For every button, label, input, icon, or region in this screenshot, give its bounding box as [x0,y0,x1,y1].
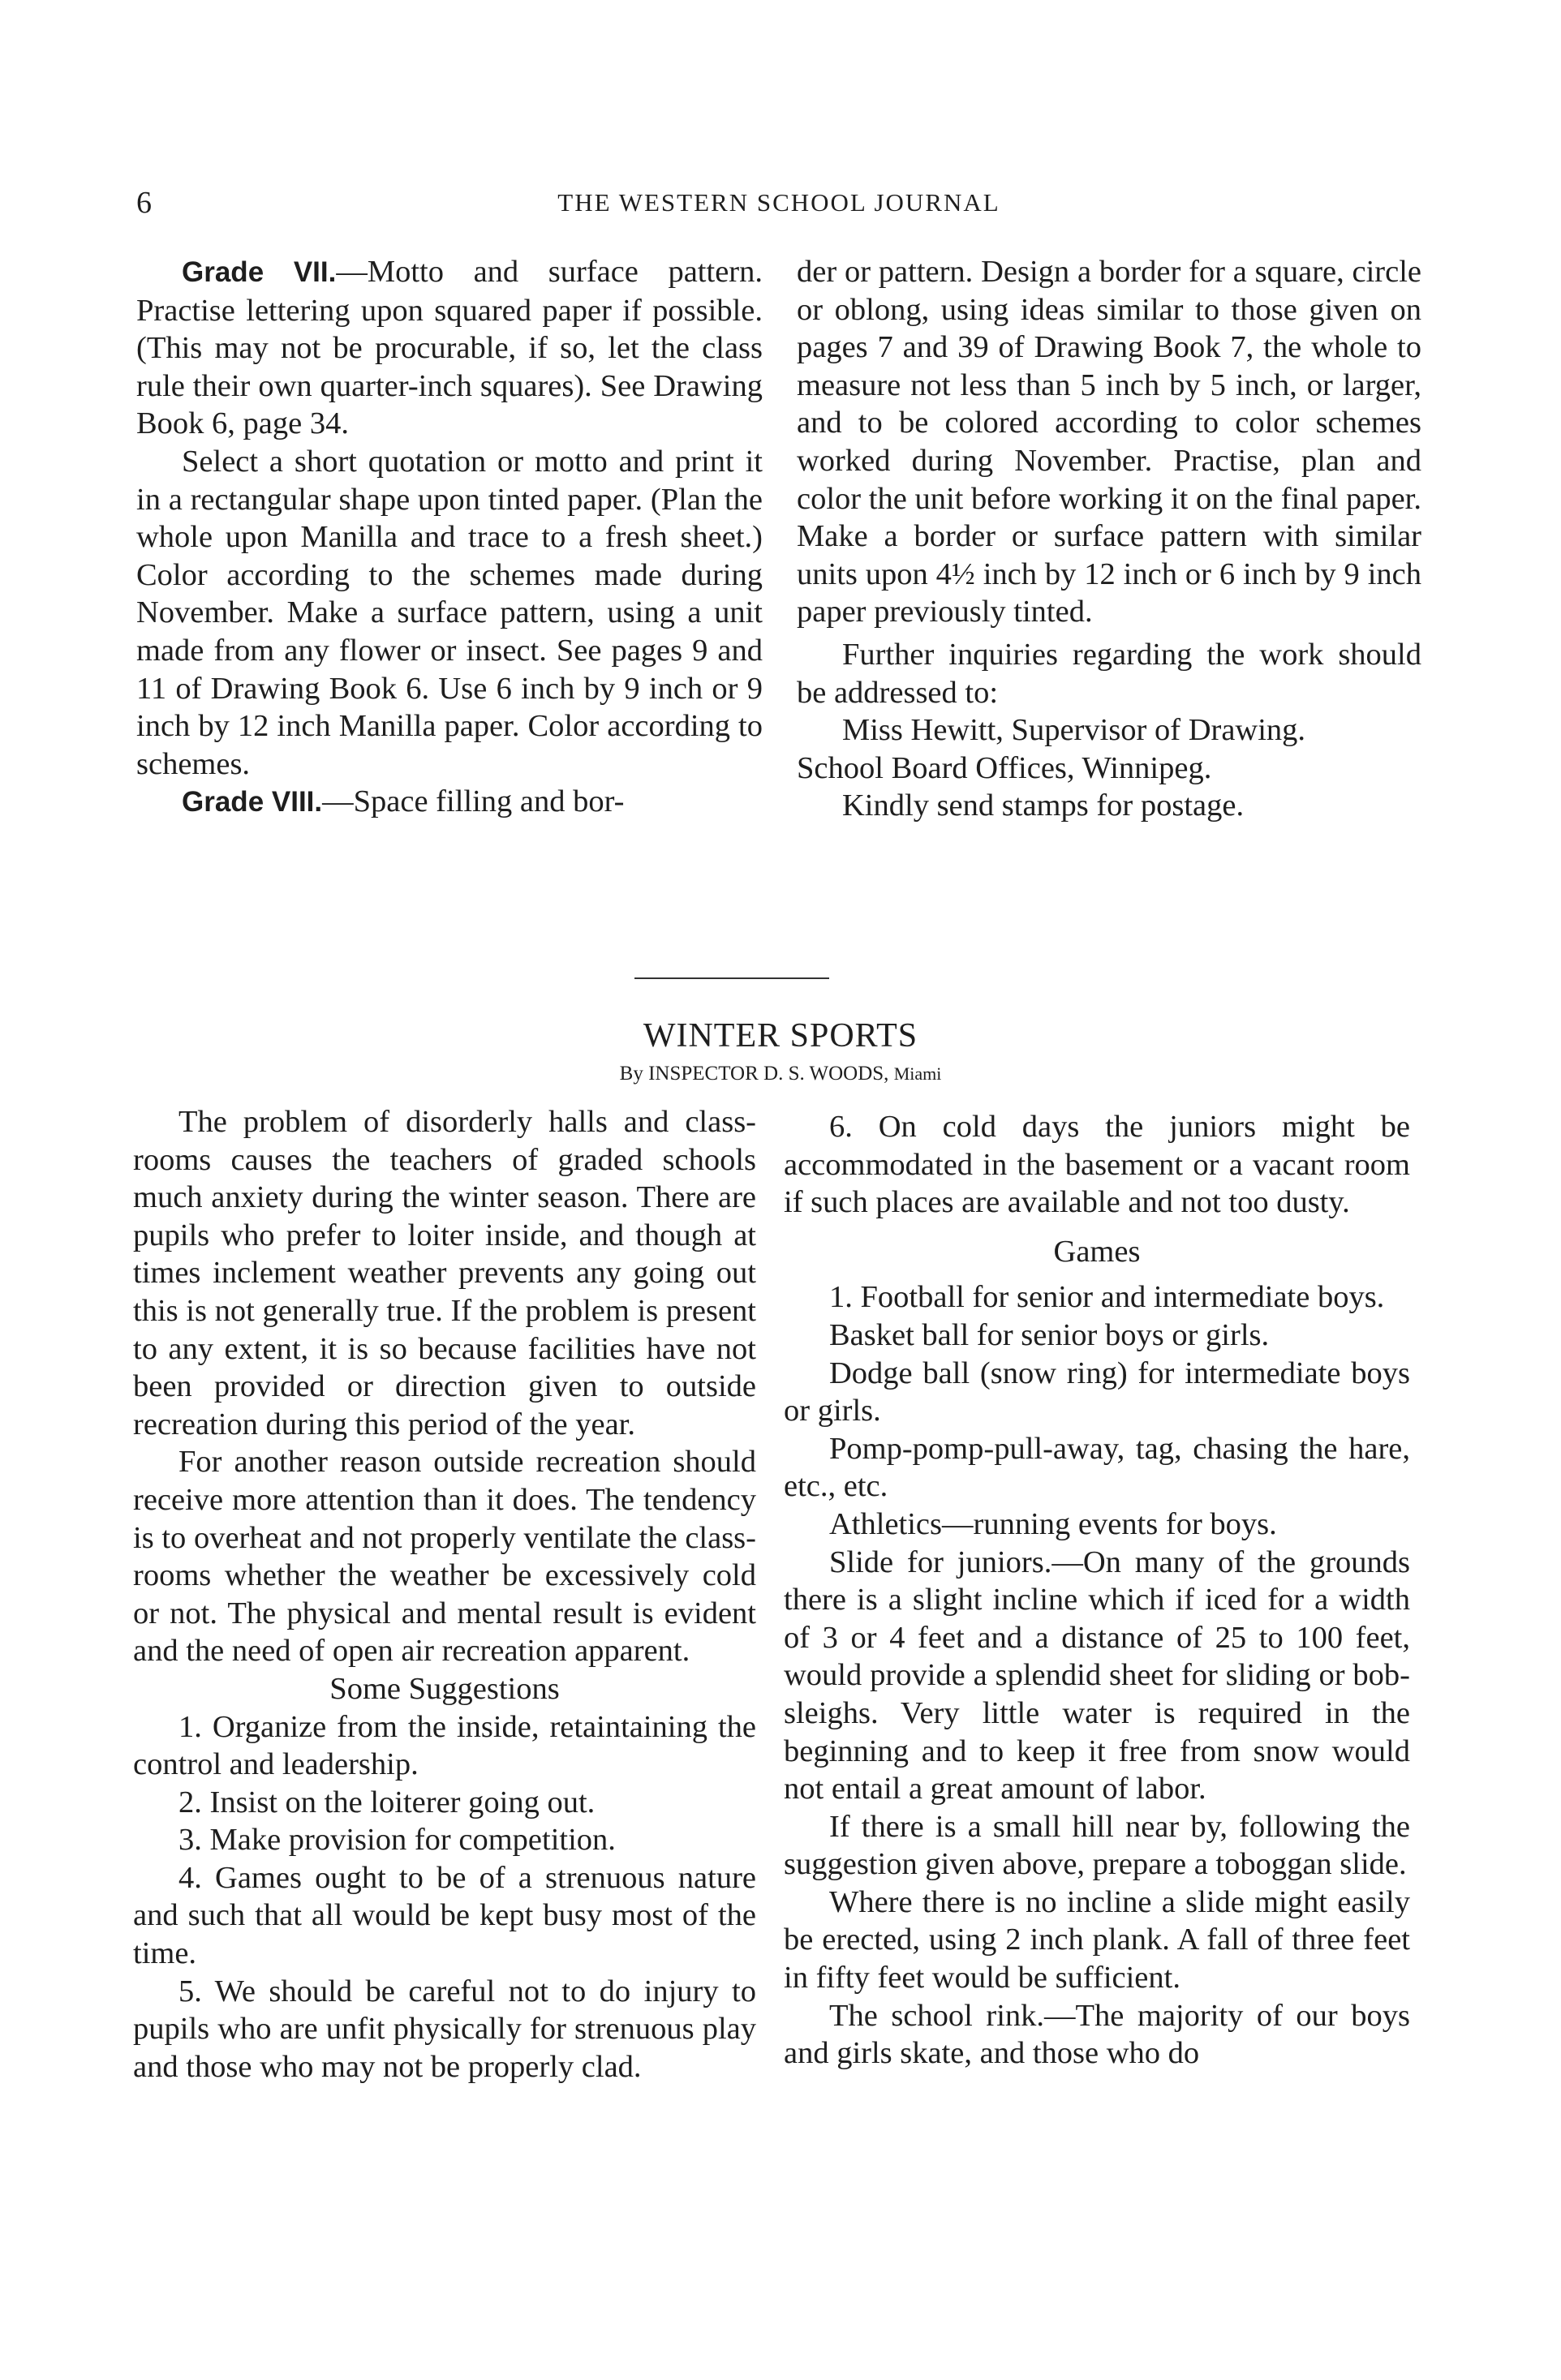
inquiries-text: Further inquiries regarding the work should be addressed to: [797,637,1421,710]
games-item: Pomp-pomp-pull-away, tag, chasing the hare, etc., etc. [784,1431,1410,1504]
games-item: Athletics—running events for boys. [829,1506,1277,1541]
grade7-label: Grade VII. [182,256,337,288]
article-column-left [133,1103,756,2086]
intro-paragraph-1: The problem of disorderly halls and class-rooms causes the teachers of graded schools much anxiety during the winter season. There are pupils who prefer to loiter inside, and though at times inclement weather prevents any going out this is not generally true. If the problem is present to any extent, it is so because facilities have not been provided or direction given to outside recreation during this period of the year. [133,1105,756,1441]
grade8-paragraph [136,783,763,822]
section-divider [634,977,829,979]
games-item: Slide for juniors.—On many of the grounds there is a slight incline which if iced for a width of 3 or 4 feet and a distance of 25 to 100 feet, would provide a splendid sheet for sliding or bob-sleighs. Very little water is required in the beginning and to keep it free from snow would not entail a great amount of labor. [784,1544,1410,1806]
drawing-column-left [136,253,763,822]
games-item: 1. Football for senior and intermediate boys. [829,1280,1385,1315]
suggestion-item: 1. Organize from the inside, retaintaining the control and leadership. [133,1709,756,1782]
games-heading: Games [1053,1234,1141,1269]
article-column-right [784,1108,1410,2073]
suggestion-item: 3. Make provision for competition. [178,1823,616,1858]
games-item: If there is a small hill near by, following the suggestion given above, prepare a toboggan slide. [784,1809,1410,1882]
suggestion-item: 6. On cold days the juniors might be accommodated in the basement or a vacant room if such places are available and not too dusty. [784,1110,1410,1220]
byline-place: Miami [893,1063,942,1084]
games-item: Where there is no incline a slide might easily be erected, using 2 inch plank. A fall of three feet in fifty feet would be sufficient. [784,1884,1410,1996]
byline-author: INSPECTOR D. S. WOODS, [648,1063,889,1085]
supervisor-line: Miss Hewitt, Supervisor of Drawing. [842,713,1306,748]
suggestion-item: 4. Games ought to be of a strenuous nature and such that all would be kept busy most of the time. [133,1860,756,1971]
grade8-text-continued: der or pattern. Design a border for a square, circle or oblong, using ideas similar to those given on pages 7 and 39 of Drawing Book 7, the whole to measure not less than 5 inch by 5 inch, or larger, and to be colored according to color schemes worked during November. Practise, plan and color the unit before working it on the final paper. Make a border or surface pattern with similar units upon 4½ inch by 12 inch or 6 inch by 9 inch paper previously tinted. [797,255,1421,629]
journal-title: THE WESTERN SCHOOL JOURNAL [557,188,1000,217]
byline-by: By [619,1063,643,1085]
grade7-paragraph [136,253,763,443]
games-item: Dodge ball (snow ring) for intermediate boys or girls. [784,1355,1410,1428]
grade8-text-start: —Space filling and bor- [322,784,625,819]
games-item: Basket ball for senior boys or girls. [829,1317,1270,1352]
page-number: 6 [136,186,152,220]
article-title: WINTER SPORTS [643,1017,918,1055]
games-item: The school rink.—The majority of our boys and girls skate, and those who do [784,1998,1410,2071]
suggestion-item: 2. Insist on the loiterer going out. [178,1785,596,1819]
stamps-line: Kindly send stamps for postage. [842,788,1245,823]
grade7-text: —Motto and surface pattern. Practise lettering upon squared paper if possible. (This may not be procurable, if so, let the class rule their own quarter-inch squares). See Drawing Book 6, page 34. [136,255,763,441]
office-line: School Board Offices, Winnipeg. [797,750,1212,785]
suggestion-item: 5. We should be careful not to do injury to pupils who are unfit physically for strenuous play and those who may not be properly clad. [133,1974,756,2084]
grade7-paragraph-2: Select a short quotation or motto and print it in a rectangular shape upon tinted paper. (Plan the whole upon Manilla and trace to a fresh sheet.) Color according to the schemes made during November. Make a surface pattern, using a unit made from any flower or insect. See pages 9 and 11 of Drawing Book 6. Use 6 inch by 9 inch or 9 inch by 12 inch Manilla paper. Color according to schemes. [136,444,763,781]
grade8-label: Grade VIII. [182,786,323,818]
suggestions-heading: Some Suggestions [329,1671,560,1706]
article-byline [0,1063,1561,1085]
intro-paragraph-2: For another reason outside recreation should receive more attention than it does. The tendency is to overheat and not properly ventilate the class-rooms whether the weather be excessively cold or not. The physical and mental result is evident and the need of open air recreation apparent. [133,1445,756,1669]
drawing-column-right [797,253,1421,825]
page-header [130,185,1428,222]
